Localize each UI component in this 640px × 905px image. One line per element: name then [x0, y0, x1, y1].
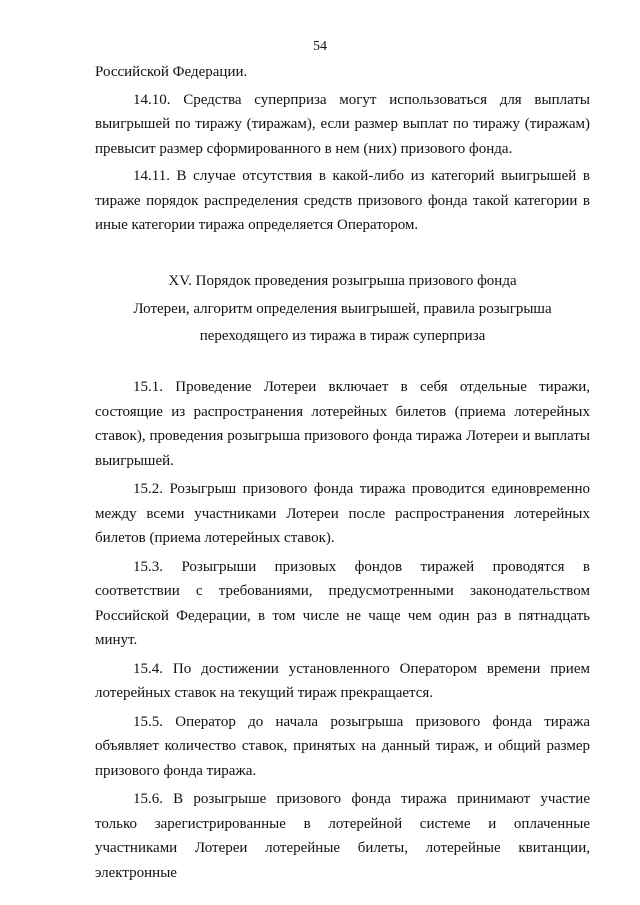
section-heading-line-1: XV. Порядок проведения розыгрыша призового фонда [168, 273, 517, 289]
paragraph-15-5: 15.5. Оператор до начала розыгрыша призового фонда тиража объявляет количество ставок, принятых на данный тираж, и общий размер призового фонда тиража. [95, 713, 590, 779]
section-heading-line-2: Лотереи, алгоритм определения выигрышей, правила розыгрыша [133, 300, 552, 317]
paragraph-15-1: 15.1. Проведение Лотереи включает в себя отдельные тиражи, состоящие из распространения лотерейных билетов (приема лотерейных ставок), проведения розыгрыша призового фонда тиража Лотереи и выплаты выигрышей. [95, 379, 590, 469]
section-text-block [95, 375, 590, 885]
page-number: 54 [313, 39, 327, 54]
paragraph-continuation: Российской Федерации. [95, 64, 248, 80]
section-heading [95, 268, 590, 351]
paragraph-14-10: 14.10. Средства суперприза могут использоваться для выплаты выигрышей по тиражу (тиражам), если размер выплат по тиражу (тиражам) превысит размер сформированного в нем (них) призового фонда. [95, 91, 590, 157]
paragraph-15-2: 15.2. Розыгрыш призового фонда тиража проводится единовременно между всеми участниками Лотереи после распространения лотерейных билетов (приема лотерейных ставок). [95, 481, 590, 546]
section-heading-line-3: переходящего из тиража в тираж суперприза [199, 328, 486, 344]
paragraph-15-3: 15.3. Розыгрыши призовых фондов тиражей проводятся в соответствии с требованиями, предусмотренными законодательством Российской Федерации, в том числе не чаще чем один раз в пятнадцать минут. [95, 558, 590, 648]
paragraph-15-4: 15.4. По достижении установленного Оператором времени прием лотерейных ставок на текущий тираж прекращается. [95, 660, 590, 701]
top-text-block [95, 60, 590, 238]
paragraph-14-11: 14.11. В случае отсутствия в какой-либо из категорий выигрышей в тираже порядок распределения средств призового фонда такой категории в иные категории тиража определяется Оператором. [95, 168, 590, 233]
paragraph-15-6: 15.6. В розыгрыше призового фонда тиража принимают участие только зарегистрированные в лотерейной системе и оплаченные участниками Лотереи лотерейные билеты, лотерейные квитанции, электронные [95, 791, 590, 881]
